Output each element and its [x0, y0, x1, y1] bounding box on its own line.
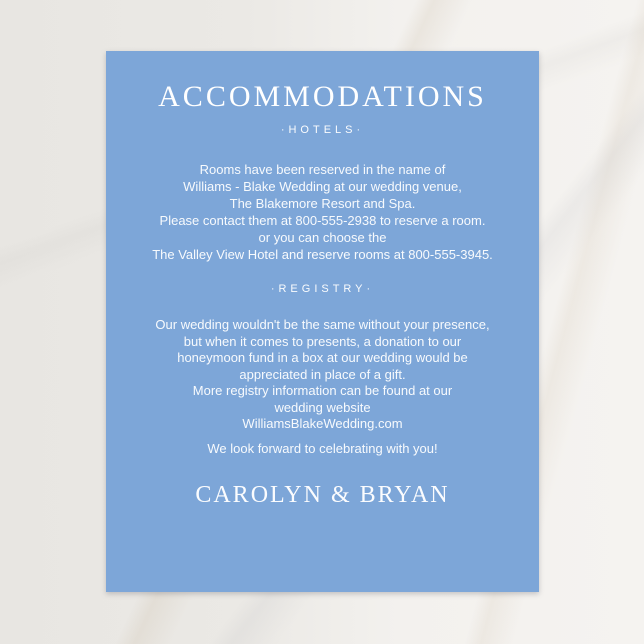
- card-title: ACCOMMODATIONS: [158, 80, 487, 113]
- text-line: Our wedding wouldn't be the same without your presence,: [155, 317, 490, 332]
- registry-paragraph: [106, 317, 539, 433]
- registry-section-label: ·REGISTRY·: [270, 283, 375, 295]
- text-line: but when it comes to presents, a donation to our: [183, 333, 462, 349]
- text-line: Williams - Blake Wedding at our wedding venue,: [183, 179, 462, 194]
- text-line: or you can choose the: [258, 230, 387, 245]
- hotels-section-label: ·HOTELS·: [280, 124, 365, 136]
- text-line: honeymoon fund in a box at our wedding would be: [177, 350, 468, 365]
- text-line: More registry information can be found at our: [192, 383, 453, 398]
- text-line: The Blakemore Resort and Spa.: [229, 196, 416, 211]
- text-line: Please contact them at 800-555-2938 to reserve a room.: [159, 213, 486, 228]
- website-text: WilliamsBlakeWedding.com: [242, 416, 403, 431]
- text-line: Rooms have been reserved in the name of: [199, 162, 446, 177]
- hotels-paragraph: [106, 161, 539, 263]
- text-line: The Valley View Hotel and reserve rooms at 800-555-3945.: [152, 247, 493, 262]
- closing-message: We look forward to celebrating with you!: [207, 440, 438, 456]
- accommodations-enclosure-card: [106, 51, 539, 592]
- text-line: appreciated in place of a gift.: [239, 366, 406, 382]
- couple-names: CAROLYN & BRYAN: [195, 481, 450, 508]
- text-line: wedding website: [274, 399, 371, 415]
